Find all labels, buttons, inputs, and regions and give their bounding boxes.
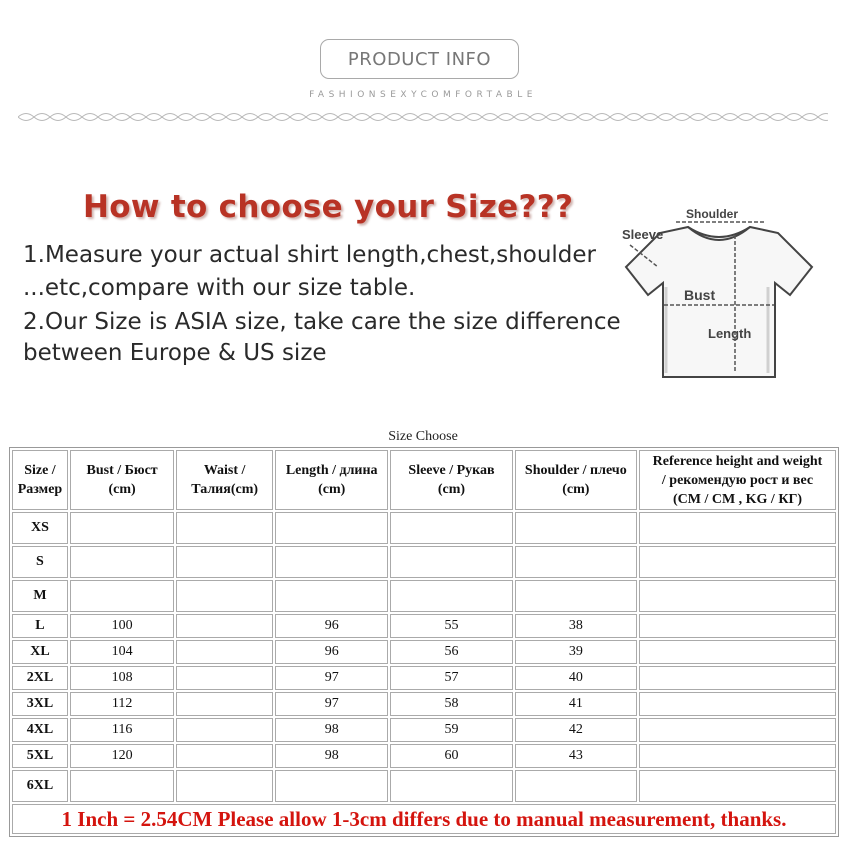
cell-ref — [639, 614, 836, 638]
tshirt-measurement-diagram — [618, 205, 818, 385]
cell-sleeve — [390, 546, 512, 578]
cell-shoulder: 38 — [515, 614, 637, 638]
cell-bust: 120 — [70, 744, 174, 768]
instruction-line-4: between Europe & US size — [23, 340, 327, 366]
table-header-row — [12, 450, 836, 510]
cell-size: XS — [12, 512, 68, 544]
cell-bust — [70, 770, 174, 802]
cell-length — [275, 512, 388, 544]
cell-waist — [176, 640, 273, 664]
cell-waist — [176, 692, 273, 716]
table-row — [12, 718, 836, 742]
table-note-row — [12, 804, 836, 834]
tshirt-outline — [626, 227, 812, 377]
cell-sleeve — [390, 580, 512, 612]
table-caption: Size Choose — [388, 429, 458, 444]
measurement-note: 1 Inch = 2.54CM Please allow 1-3cm differs due to manual measurement, thanks. — [12, 804, 836, 834]
cell-size: 3XL — [12, 692, 68, 716]
cell-bust: 112 — [70, 692, 174, 716]
cell-waist — [176, 744, 273, 768]
cell-ref — [639, 580, 836, 612]
cell-size: XL — [12, 640, 68, 664]
header-reference: Reference height and weight / рекомендую рост и вес (CM / CM , KG / КГ) — [639, 450, 836, 510]
product-info-badge: PRODUCT INFO — [320, 39, 519, 79]
cell-length — [275, 580, 388, 612]
cell-shoulder — [515, 580, 637, 612]
header-size: Size / Размер — [12, 450, 68, 510]
cell-bust: 108 — [70, 666, 174, 690]
cell-waist — [176, 718, 273, 742]
cell-size: M — [12, 580, 68, 612]
instruction-line-3: 2.Our Size is ASIA size, take care the size difference — [23, 309, 621, 335]
cell-bust: 116 — [70, 718, 174, 742]
cell-shoulder — [515, 512, 637, 544]
table-row — [12, 744, 836, 768]
cell-shoulder: 39 — [515, 640, 637, 664]
cell-shoulder: 42 — [515, 718, 637, 742]
header-shoulder: Shoulder / плечо (cm) — [515, 450, 637, 510]
cell-length — [275, 546, 388, 578]
table-row — [12, 770, 836, 802]
cell-sleeve: 59 — [390, 718, 512, 742]
table-row — [12, 666, 836, 690]
cell-length: 97 — [275, 666, 388, 690]
cell-size: L — [12, 614, 68, 638]
cell-ref — [639, 666, 836, 690]
cell-bust: 104 — [70, 640, 174, 664]
cell-shoulder — [515, 546, 637, 578]
table-row — [12, 614, 836, 638]
cell-bust: 100 — [70, 614, 174, 638]
cell-length: 96 — [275, 640, 388, 664]
cell-waist — [176, 512, 273, 544]
bust-label: Bust — [684, 287, 716, 303]
table-row — [12, 580, 836, 612]
cell-size: 2XL — [12, 666, 68, 690]
cell-waist — [176, 546, 273, 578]
cell-shoulder — [515, 770, 637, 802]
cell-sleeve: 55 — [390, 614, 512, 638]
cell-sleeve — [390, 770, 512, 802]
cell-ref — [639, 692, 836, 716]
cell-shoulder: 40 — [515, 666, 637, 690]
cell-ref — [639, 640, 836, 664]
cell-sleeve: 56 — [390, 640, 512, 664]
cell-ref — [639, 546, 836, 578]
table-row — [12, 692, 836, 716]
cell-length: 97 — [275, 692, 388, 716]
cell-sleeve: 57 — [390, 666, 512, 690]
table-row — [12, 546, 836, 578]
cell-size: 6XL — [12, 770, 68, 802]
cell-length — [275, 770, 388, 802]
cell-size: S — [12, 546, 68, 578]
wave-divider — [18, 109, 828, 125]
tagline: FASHIONSEXYCOMFORTABLE — [309, 90, 537, 100]
cell-size: 4XL — [12, 718, 68, 742]
header-bust: Bust / Бюст (cm) — [70, 450, 174, 510]
cell-bust — [70, 580, 174, 612]
sleeve-label: Sleeve — [622, 227, 664, 242]
table-row — [12, 640, 836, 664]
cell-waist — [176, 666, 273, 690]
cell-sleeve: 58 — [390, 692, 512, 716]
cell-waist — [176, 770, 273, 802]
cell-ref — [639, 718, 836, 742]
cell-ref — [639, 512, 836, 544]
cell-waist — [176, 614, 273, 638]
cell-length: 98 — [275, 744, 388, 768]
length-label: Length — [708, 326, 752, 341]
cell-length: 98 — [275, 718, 388, 742]
shoulder-label: Shoulder — [686, 207, 739, 221]
cell-length: 96 — [275, 614, 388, 638]
table-row — [12, 512, 836, 544]
cell-sleeve: 60 — [390, 744, 512, 768]
cell-shoulder: 41 — [515, 692, 637, 716]
cell-waist — [176, 580, 273, 612]
size-guide-headline: How to choose your Size??? — [83, 189, 574, 225]
instruction-line-2: ...etc,compare with our size table. — [23, 275, 416, 301]
header-length: Length / длина (cm) — [275, 450, 388, 510]
instruction-line-1: 1.Measure your actual shirt length,chest,shoulder — [23, 242, 597, 268]
cell-bust — [70, 546, 174, 578]
cell-ref — [639, 744, 836, 768]
cell-shoulder: 43 — [515, 744, 637, 768]
size-table — [9, 447, 839, 837]
cell-ref — [639, 770, 836, 802]
cell-bust — [70, 512, 174, 544]
cell-size: 5XL — [12, 744, 68, 768]
cell-sleeve — [390, 512, 512, 544]
header-sleeve: Sleeve / Рукав (cm) — [390, 450, 512, 510]
header-waist: Waist / Талия(cm) — [176, 450, 273, 510]
